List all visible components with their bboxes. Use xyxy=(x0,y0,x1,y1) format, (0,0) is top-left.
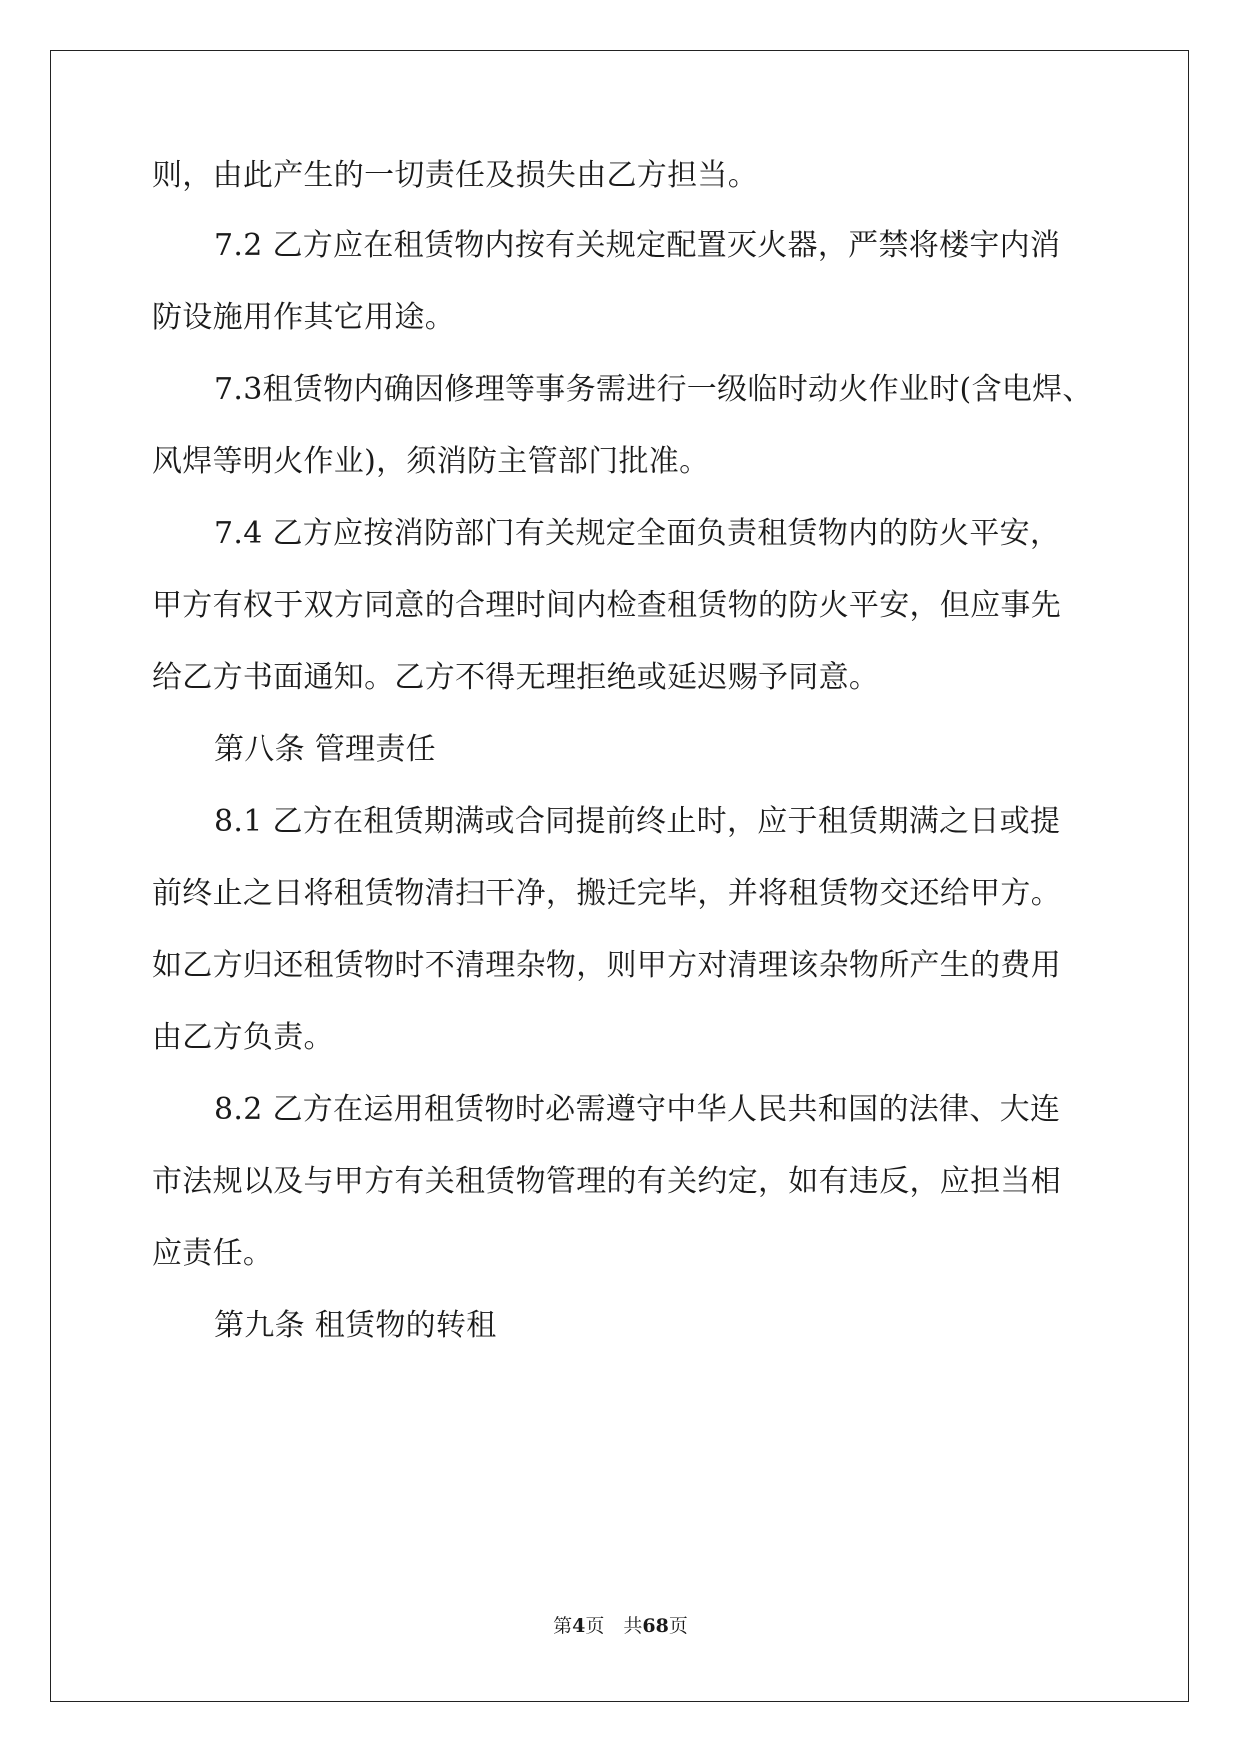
section-heading: 第九条 租赁物的转租 xyxy=(214,1308,497,1343)
text-line: 由乙方负责。 xyxy=(152,1020,334,1055)
current-page-number: 4 xyxy=(572,1615,586,1637)
text-line: 风焊等明火作业)，须消防主管部门批准。 xyxy=(152,444,710,479)
text-line: 8.2 乙方在运用租赁物时必需遵守中华人民共和国的法律、大连 xyxy=(214,1092,1061,1127)
text-line: 市法规以及与甲方有关租赁物管理的有关约定，如有违反，应担当相 xyxy=(152,1164,1061,1199)
text-line: 前终止之日将租赁物清扫干净，搬迁完毕，并将租赁物交还给甲方。 xyxy=(152,876,1061,911)
text-line: 如乙方归还租赁物时不清理杂物，则甲方对清理该杂物所产生的费用 xyxy=(152,948,1061,983)
text-line: 防设施用作其它用途。 xyxy=(152,300,455,335)
text-line: 8.1 乙方在租赁期满或合同提前终止时，应于租赁期满之日或提 xyxy=(214,804,1061,839)
text-line: 7.2 乙方应在租赁物内按有关规定配置灭火器，严禁将楼宇内消 xyxy=(214,228,1061,263)
text-line: 应责任。 xyxy=(152,1236,274,1271)
footer-suffix: 页 xyxy=(668,1615,688,1637)
page-footer xyxy=(0,1614,1241,1638)
text-line: 甲方有权于双方同意的合理时间内检查租赁物的防火平安，但应事先 xyxy=(152,588,1061,623)
footer-prefix: 第 xyxy=(553,1615,573,1637)
text-line: 则，由此产生的一切责任及损失由乙方担当。 xyxy=(152,158,758,193)
text-line: 7.4 乙方应按消防部门有关规定全面负责租赁物内的防火平安， xyxy=(214,516,1061,551)
text-line: 给乙方书面通知。乙方不得无理拒绝或延迟赐予同意。 xyxy=(152,660,880,695)
total-page-count: 68 xyxy=(642,1615,669,1637)
text-line: 7.3租赁物内确因修理等事务需进行一级临时动火作业时(含电焊、 xyxy=(214,372,1093,407)
section-heading: 第八条 管理责任 xyxy=(214,732,436,767)
footer-mid: 页 共 xyxy=(585,1615,643,1637)
